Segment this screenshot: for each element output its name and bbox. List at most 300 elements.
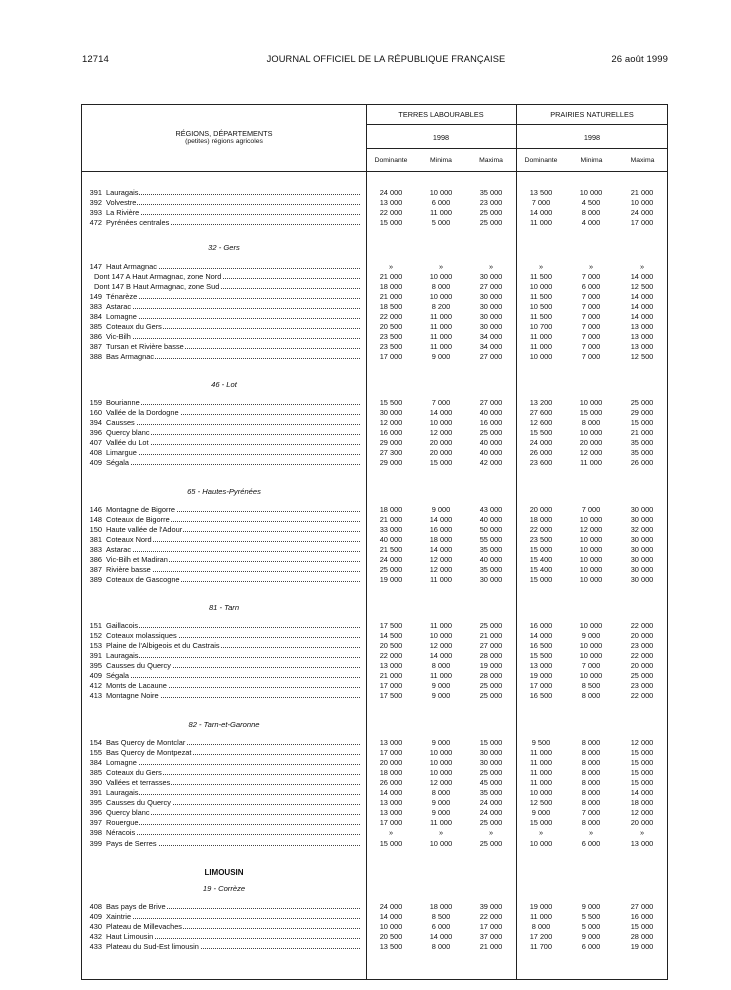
cell-minima-terres: 20 000 (429, 448, 453, 457)
cell-minima-prairies: 8 000 (581, 788, 601, 797)
region-code: 399 (89, 839, 102, 848)
cell-dominante-prairies: 16 000 (529, 621, 553, 630)
region-code: 149 (89, 292, 102, 301)
cell-dominante-terres: 18 500 (379, 302, 403, 311)
cell-dominante-prairies: 15 000 (529, 818, 553, 827)
cell-dominante-prairies: 7 000 (531, 198, 551, 207)
section-heading: 46 - Lot (211, 380, 237, 389)
cell-maxima-prairies: 15 000 (630, 922, 654, 931)
cell-maxima-terres: 35 000 (479, 565, 503, 574)
region-name-label: Quercy blanc (106, 808, 150, 817)
cell-minima-terres: 8 000 (431, 282, 451, 291)
region-name (106, 690, 360, 701)
cell-minima-prairies: 9 000 (581, 631, 601, 640)
cell-minima-prairies: 12 000 (579, 448, 603, 457)
cell-maxima-terres: 27 000 (479, 641, 503, 650)
region-code: 395 (89, 798, 102, 807)
cell-dominante-terres: 21 000 (379, 272, 403, 281)
table-row (0, 217, 731, 228)
region-code: 384 (89, 312, 102, 321)
region-code: 407 (89, 438, 102, 447)
region-name (106, 838, 360, 849)
cell-dominante-prairies: 12 600 (529, 418, 553, 427)
cell-dominante-prairies: 23 500 (529, 535, 553, 544)
cell-maxima-terres: 25 000 (479, 428, 503, 437)
cell-maxima-terres: 40 000 (479, 448, 503, 457)
cell-minima-terres: 15 000 (429, 458, 453, 467)
region-name-label: Limargue (106, 448, 137, 457)
region-code: 409 (89, 458, 102, 467)
cell-minima-terres: 20 000 (429, 438, 453, 447)
cell-minima-prairies: 10 000 (579, 545, 603, 554)
cell-minima-prairies: 8 000 (581, 418, 601, 427)
cell-dominante-terres: 14 000 (379, 788, 403, 797)
cell-dominante-prairies: 11 000 (529, 778, 553, 787)
cell-minima-terres: 10 000 (429, 418, 453, 427)
cell-minima-prairies: 9 000 (581, 932, 601, 941)
region-code: 391 (89, 788, 102, 797)
region-name-label: Quercy blanc (106, 428, 150, 437)
region-code: 387 (89, 565, 102, 574)
region-name-label: Coteaux du Gers (106, 768, 162, 777)
region-code: 408 (89, 902, 102, 911)
cell-dominante-terres: 22 000 (379, 312, 403, 321)
cell-dominante-prairies: 11 500 (529, 272, 553, 281)
cell-maxima-prairies: 12 000 (630, 808, 654, 817)
region-name-label: La Rivière (106, 208, 140, 217)
cell-maxima-terres: 25 000 (479, 218, 503, 227)
cell-minima-terres: 12 000 (429, 428, 453, 437)
cell-maxima-prairies: 15 000 (630, 418, 654, 427)
region-code: 146 (89, 505, 102, 514)
region-code: 385 (89, 322, 102, 331)
cell-maxima-prairies: 14 000 (630, 292, 654, 301)
cell-dominante-terres: 21 000 (379, 515, 403, 524)
regions-column-subtitle: (petites) régions agricoles (185, 138, 263, 145)
col-dominante-2: Dominante (524, 157, 558, 164)
cell-dominante-prairies: 19 000 (529, 902, 553, 911)
cell-minima-prairies: 8 000 (581, 748, 601, 757)
table-row (0, 941, 731, 952)
cell-maxima-terres: 55 000 (479, 535, 503, 544)
cell-maxima-prairies: 20 000 (630, 661, 654, 670)
cell-dominante-terres: 25 000 (379, 565, 403, 574)
region-name-label: Coteaux Nord (106, 535, 152, 544)
region-name-label: Bas Quercy de Montpezat (106, 748, 192, 757)
region-code: 147 (89, 262, 102, 271)
cell-dominante-terres: 20 500 (379, 932, 403, 941)
cell-maxima-prairies: 13 000 (630, 839, 654, 848)
cell-dominante-terres: 20 500 (379, 322, 403, 331)
cell-dominante-terres: 14 000 (379, 912, 403, 921)
cell-maxima-prairies: 10 000 (630, 198, 654, 207)
region-code: 396 (89, 808, 102, 817)
cell-minima-prairies: 20 000 (579, 438, 603, 447)
region-code: 388 (89, 352, 102, 361)
cell-minima-terres: 9 000 (431, 352, 451, 361)
region-code: 154 (89, 738, 102, 747)
cell-dominante-terres: 10 000 (379, 922, 403, 931)
cell-dominante-prairies: 17 200 (529, 932, 553, 941)
cell-dominante-terres: 30 000 (379, 408, 403, 417)
cell-minima-prairies: 6 000 (581, 839, 601, 848)
region-name-label: Plateau de Millevaches (106, 922, 183, 931)
cell-dominante-prairies: 26 000 (529, 448, 553, 457)
cell-dominante-terres: 19 000 (379, 575, 403, 584)
region-name-label: Montagne de Bigorre (106, 505, 176, 514)
region-name-label: Coteaux de Gascogne (106, 575, 180, 584)
cell-maxima-terres: 27 000 (479, 282, 503, 291)
region-name-label: Astarac (106, 302, 132, 311)
cell-dominante-prairies: 22 000 (529, 525, 553, 534)
col-maxima-1: Maxima (479, 157, 503, 164)
cell-minima-prairies: 7 000 (581, 661, 601, 670)
region-code: 391 (89, 651, 102, 660)
cell-minima-terres: 18 000 (429, 902, 453, 911)
region-code: 153 (89, 641, 102, 650)
region-name-label: Coteaux de Bigorre (106, 515, 170, 524)
cell-dominante-terres: 18 000 (379, 282, 403, 291)
cell-minima-terres: 8 000 (431, 661, 451, 670)
cell-minima-prairies: 7 000 (581, 292, 601, 301)
cell-maxima-prairies: 30 000 (630, 555, 654, 564)
cell-maxima-prairies: 30 000 (630, 545, 654, 554)
cell-maxima-prairies: 21 000 (630, 188, 654, 197)
cell-maxima-prairies: 29 000 (630, 408, 654, 417)
cell-dominante-prairies: 11 500 (529, 312, 553, 321)
cell-dominante-terres: 24 000 (379, 902, 403, 911)
cell-maxima-terres: 40 000 (479, 555, 503, 564)
cell-minima-prairies: 7 000 (581, 342, 601, 351)
cell-maxima-prairies: 30 000 (630, 535, 654, 544)
cell-dominante-prairies: 14 000 (529, 208, 553, 217)
cell-dominante-prairies: 10 000 (529, 352, 553, 361)
cell-dominante-terres: 20 500 (379, 641, 403, 650)
region-name-label: Ségala (106, 458, 130, 467)
cell-dominante-terres: 22 000 (379, 651, 403, 660)
cell-minima-terres: 11 000 (429, 818, 453, 827)
table-row (0, 827, 731, 838)
cell-minima-terres: 18 000 (429, 535, 453, 544)
cell-dominante-terres: 17 000 (379, 352, 403, 361)
region-name-label: Néracois (106, 828, 136, 837)
cell-maxima-prairies: 15 000 (630, 748, 654, 757)
cell-dominante-terres: 17 500 (379, 621, 403, 630)
cell-dominante-terres: 21 000 (379, 671, 403, 680)
cell-maxima-terres: 21 000 (479, 631, 503, 640)
cell-maxima-prairies: 22 000 (630, 651, 654, 660)
cell-minima-prairies: 15 000 (579, 408, 603, 417)
region-name-label: Pyrénées centrales (106, 218, 170, 227)
region-code: 390 (89, 778, 102, 787)
cell-minima-prairies: 8 000 (581, 798, 601, 807)
region-name-label: Causses du Quercy (106, 661, 171, 670)
regions-column-title: RÉGIONS, DÉPARTEMENTS (175, 129, 273, 138)
cell-minima-prairies: 7 000 (581, 322, 601, 331)
region-code: 381 (89, 535, 102, 544)
region-name-label: Pays de Serres (106, 839, 157, 848)
cell-maxima-terres: 34 000 (479, 342, 503, 351)
cell-dominante-prairies: 19 000 (529, 671, 553, 680)
cell-dominante-terres: 40 000 (379, 535, 403, 544)
region-name-label: Coteaux molassiques (106, 631, 177, 640)
cell-maxima-prairies: 17 000 (630, 218, 654, 227)
cell-dominante-terres: 23 500 (379, 332, 403, 341)
cell-minima-prairies: 7 000 (581, 302, 601, 311)
cell-minima-prairies: 8 000 (581, 691, 601, 700)
cell-maxima-terres: 40 000 (479, 438, 503, 447)
region-code: 383 (89, 302, 102, 311)
cell-maxima-prairies: 13 000 (630, 342, 654, 351)
cell-maxima-terres: 50 000 (479, 525, 503, 534)
cell-dominante-terres: 29 000 (379, 458, 403, 467)
region-code: 430 (89, 922, 102, 931)
cell-dominante-prairies: 23 600 (529, 458, 553, 467)
page-number: 12714 (82, 54, 109, 65)
cell-dominante-terres: 13 000 (379, 198, 403, 207)
cell-minima-prairies: 8 000 (581, 768, 601, 777)
cell-minima-prairies: 4 500 (581, 198, 601, 207)
cell-dominante-prairies: 13 200 (529, 398, 553, 407)
cell-minima-terres: 11 000 (429, 342, 453, 351)
cell-dominante-prairies: 9 000 (531, 808, 551, 817)
cell-dominante-terres: 14 500 (379, 631, 403, 640)
journal-title: JOURNAL OFFICIEL DE LA RÉPUBLIQUE FRANÇAISE (266, 54, 506, 64)
cell-minima-terres: 10 000 (429, 188, 453, 197)
col-dominante-1: Dominante (374, 157, 408, 164)
cell-minima-terres: 12 000 (429, 565, 453, 574)
cell-dominante-prairies: » (538, 828, 544, 837)
cell-maxima-prairies: 26 000 (630, 458, 654, 467)
cell-minima-prairies: 10 000 (579, 671, 603, 680)
cell-minima-terres: 9 000 (431, 691, 451, 700)
region-name-label: Lomagne (106, 312, 137, 321)
region-code: 148 (89, 515, 102, 524)
cell-minima-terres: 11 000 (429, 208, 453, 217)
col-maxima-2: Maxima (630, 157, 655, 164)
cell-minima-prairies: » (588, 262, 594, 271)
cell-maxima-terres: 22 000 (479, 912, 503, 921)
region-name-label: Vic-Bilh et Madiran (106, 555, 168, 564)
group-prairies-naturelles: PRAIRIES NATURELLES (550, 110, 634, 119)
cell-minima-terres: 14 000 (429, 932, 453, 941)
cell-maxima-prairies: 12 000 (630, 738, 654, 747)
cell-minima-terres: » (438, 262, 444, 271)
cell-maxima-prairies: 15 000 (630, 768, 654, 777)
cell-maxima-prairies: 12 500 (630, 282, 654, 291)
cell-maxima-terres: 30 000 (479, 748, 503, 757)
cell-dominante-prairies: 14 000 (529, 631, 553, 640)
cell-maxima-prairies: 12 500 (630, 352, 654, 361)
cell-minima-terres: 7 000 (431, 398, 451, 407)
cell-dominante-prairies: 10 500 (529, 302, 553, 311)
region-name-label: Bas Quercy de Montclar (106, 738, 186, 747)
region-code: 150 (89, 525, 102, 534)
cell-maxima-terres: 15 000 (479, 738, 503, 747)
section-heading: LIMOUSIN (204, 868, 244, 877)
region-name-label: Haute vallée de l'Adour (106, 525, 183, 534)
region-name-label: Bas pays de Brive (106, 902, 166, 911)
cell-maxima-terres: 30 000 (479, 292, 503, 301)
cell-maxima-prairies: 15 000 (630, 778, 654, 787)
cell-minima-terres: 8 200 (431, 302, 451, 311)
cell-minima-prairies: 10 000 (579, 535, 603, 544)
cell-maxima-prairies: 30 000 (630, 565, 654, 574)
cell-minima-prairies: 8 000 (581, 758, 601, 767)
region-code: 155 (89, 748, 102, 757)
cell-maxima-terres: 30 000 (479, 272, 503, 281)
cell-maxima-terres: » (488, 262, 494, 271)
cell-minima-prairies: 8 000 (581, 208, 601, 217)
cell-minima-prairies: 8 000 (581, 778, 601, 787)
cell-minima-prairies: 7 000 (581, 808, 601, 817)
region-code: 386 (89, 555, 102, 564)
region-code: 393 (89, 208, 102, 217)
cell-maxima-terres: 30 000 (479, 312, 503, 321)
cell-minima-terres: 9 000 (431, 808, 451, 817)
cell-dominante-terres: 17 500 (379, 691, 403, 700)
cell-maxima-terres: 25 000 (479, 839, 503, 848)
region-name (106, 457, 360, 468)
header-divider-bottom (81, 171, 668, 172)
cell-dominante-prairies: 15 400 (529, 555, 553, 564)
cell-dominante-prairies: 16 500 (529, 641, 553, 650)
cell-minima-prairies: 5 000 (581, 922, 601, 931)
region-code: 384 (89, 758, 102, 767)
cell-minima-terres: 9 000 (431, 798, 451, 807)
cell-maxima-terres: 23 000 (479, 198, 503, 207)
region-name-label: Montagne Noire (106, 691, 159, 700)
cell-dominante-terres: 24 000 (379, 555, 403, 564)
cell-maxima-prairies: 32 000 (630, 525, 654, 534)
region-code: 409 (89, 912, 102, 921)
cell-minima-prairies: 10 000 (579, 398, 603, 407)
cell-dominante-prairies: 11 000 (529, 332, 553, 341)
cell-dominante-prairies: 10 000 (529, 839, 553, 848)
cell-dominante-prairies: 10 700 (529, 322, 553, 331)
cell-maxima-terres: 17 000 (479, 922, 503, 931)
cell-dominante-prairies: 11 000 (529, 342, 553, 351)
cell-dominante-prairies: 16 500 (529, 691, 553, 700)
cell-dominante-terres: » (388, 262, 394, 271)
cell-maxima-prairies: 28 000 (630, 932, 654, 941)
cell-dominante-terres: 21 000 (379, 292, 403, 301)
cell-maxima-prairies: 20 000 (630, 818, 654, 827)
region-name-label: Dont 147 B Haut Armagnac, zone Sud (94, 282, 220, 291)
region-code: 408 (89, 448, 102, 457)
cell-dominante-prairies: 18 000 (529, 515, 553, 524)
cell-maxima-terres: 35 000 (479, 545, 503, 554)
cell-minima-terres: 9 000 (431, 738, 451, 747)
region-name-label: Lauragais (106, 188, 139, 197)
cell-maxima-terres: 24 000 (479, 808, 503, 817)
cell-maxima-prairies: » (639, 262, 645, 271)
cell-dominante-prairies: 15 500 (529, 428, 553, 437)
region-name-label: Haut Limousin (106, 932, 154, 941)
region-name-label: Xaintrie (106, 912, 132, 921)
cell-minima-terres: 11 000 (429, 621, 453, 630)
cell-minima-terres: 14 000 (429, 651, 453, 660)
cell-dominante-terres: 13 000 (379, 808, 403, 817)
cell-maxima-prairies: » (639, 828, 645, 837)
cell-minima-prairies: 7 000 (581, 352, 601, 361)
region-name-label: Vallée du Lot (106, 438, 149, 447)
table-row (0, 690, 731, 701)
region-name-label: Volvestre (106, 198, 137, 207)
header-divider-group (366, 124, 668, 125)
header-divider-year (366, 148, 668, 149)
cell-maxima-prairies: 21 000 (630, 428, 654, 437)
region-name (106, 574, 360, 585)
cell-maxima-prairies: 14 000 (630, 312, 654, 321)
cell-minima-terres: 8 000 (431, 942, 451, 951)
region-code: 394 (89, 418, 102, 427)
cell-maxima-prairies: 15 000 (630, 758, 654, 767)
region-code: 387 (89, 342, 102, 351)
cell-minima-prairies: 5 500 (581, 912, 601, 921)
cell-dominante-terres: 29 000 (379, 438, 403, 447)
region-name-label: Lomagne (106, 758, 137, 767)
cell-dominante-prairies: 11 000 (529, 912, 553, 921)
cell-maxima-terres: 19 000 (479, 661, 503, 670)
region-name-label: Gaillacois (106, 621, 139, 630)
cell-dominante-terres: 13 000 (379, 738, 403, 747)
cell-maxima-prairies: 25 000 (630, 671, 654, 680)
region-code: 413 (89, 691, 102, 700)
cell-minima-terres: 9 000 (431, 505, 451, 514)
cell-minima-prairies: » (588, 828, 594, 837)
cell-minima-terres: 5 000 (431, 218, 451, 227)
table-row (0, 457, 731, 468)
region-name-label: Ténarèze (106, 292, 138, 301)
cell-dominante-terres: 18 000 (379, 505, 403, 514)
cell-dominante-prairies: 11 000 (529, 748, 553, 757)
region-code: 152 (89, 631, 102, 640)
cell-dominante-prairies: 17 000 (529, 681, 553, 690)
col-minima-1: Minima (430, 157, 452, 164)
cell-dominante-terres: 20 000 (379, 758, 403, 767)
cell-maxima-terres: 25 000 (479, 818, 503, 827)
cell-minima-prairies: 10 000 (579, 641, 603, 650)
cell-dominante-terres: 24 000 (379, 188, 403, 197)
cell-maxima-terres: 40 000 (479, 515, 503, 524)
cell-maxima-prairies: 13 000 (630, 322, 654, 331)
section-heading: 65 - Hautes-Pyrénées (187, 487, 261, 496)
cell-minima-terres: 16 000 (429, 525, 453, 534)
cell-dominante-prairies: 13 500 (529, 188, 553, 197)
region-code: 391 (89, 188, 102, 197)
cell-maxima-terres: 35 000 (479, 788, 503, 797)
cell-maxima-terres: 42 000 (479, 458, 503, 467)
cell-maxima-terres: 30 000 (479, 758, 503, 767)
region-name-label: Lauragais (106, 651, 139, 660)
cell-maxima-terres: 28 000 (479, 671, 503, 680)
cell-minima-terres: 11 000 (429, 332, 453, 341)
region-code: 392 (89, 198, 102, 207)
region-code: 398 (89, 828, 102, 837)
cell-dominante-prairies: 15 400 (529, 565, 553, 574)
region-name-label: Bas Armagnac (106, 352, 155, 361)
cell-minima-prairies: 10 000 (579, 428, 603, 437)
cell-dominante-prairies: 15 000 (529, 545, 553, 554)
cell-dominante-prairies: 10 000 (529, 788, 553, 797)
cell-minima-prairies: 11 000 (579, 458, 603, 467)
cell-dominante-prairies: 11 000 (529, 758, 553, 767)
cell-dominante-terres: 15 000 (379, 218, 403, 227)
region-name-label: Astarac (106, 545, 132, 554)
cell-dominante-prairies: » (538, 262, 544, 271)
cell-minima-prairies: 10 000 (579, 621, 603, 630)
